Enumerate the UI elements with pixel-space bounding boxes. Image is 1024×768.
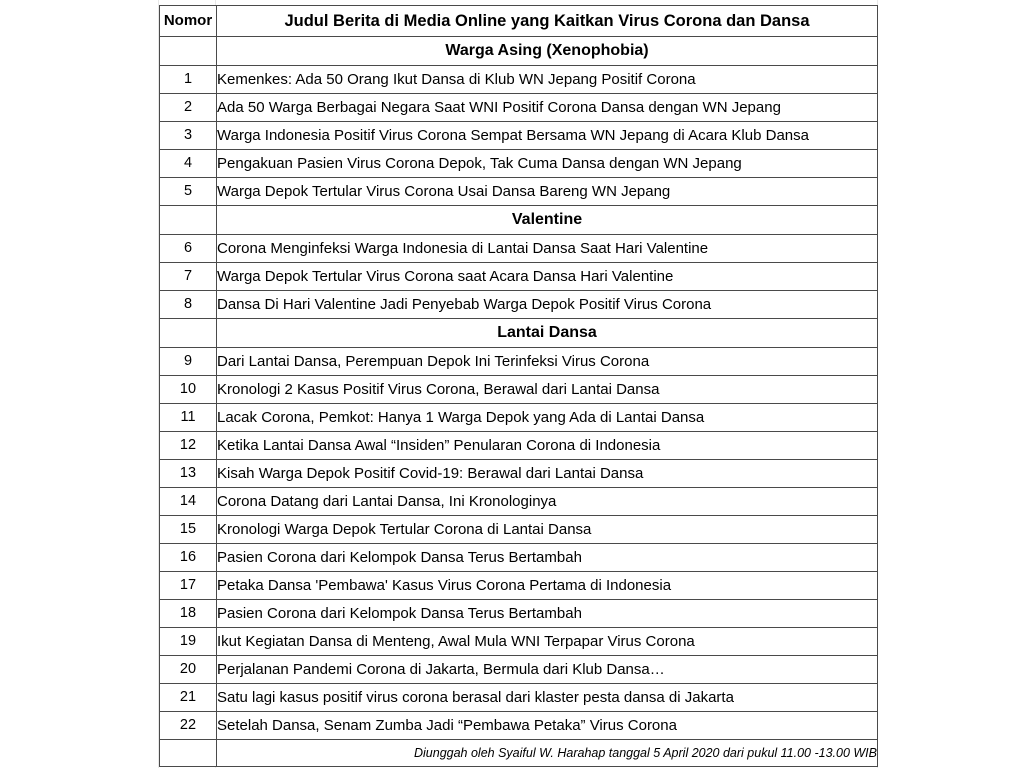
row-number-cell: 4 (160, 150, 217, 178)
row-number-cell: 6 (160, 235, 217, 263)
footer-note-cell: Diunggah oleh Syaiful W. Harahap tanggal 5 April 2020 dari pukul 11.00 -13.00 WIB (217, 740, 878, 767)
table-row (160, 291, 878, 319)
row-number-cell: 11 (160, 404, 217, 432)
table-row (160, 488, 878, 516)
row-number-cell: 9 (160, 348, 217, 376)
row-title-cell: Petaka Dansa 'Pembawa' Kasus Virus Corona Pertama di Indonesia (217, 572, 878, 600)
row-title-cell: Corona Datang dari Lantai Dansa, Ini Kronologinya (217, 488, 878, 516)
table-row (160, 712, 878, 740)
row-title-cell: Kronologi 2 Kasus Positif Virus Corona, Berawal dari Lantai Dansa (217, 376, 878, 404)
row-number-cell: 21 (160, 684, 217, 712)
table-row (160, 460, 878, 488)
row-title-cell: Kisah Warga Depok Positif Covid-19: Berawal dari Lantai Dansa (217, 460, 878, 488)
row-title-cell: Warga Depok Tertular Virus Corona saat Acara Dansa Hari Valentine (217, 263, 878, 291)
table-row (160, 150, 878, 178)
row-number-cell: 14 (160, 488, 217, 516)
row-number-cell: 18 (160, 600, 217, 628)
row-title-cell: Pasien Corona dari Kelompok Dansa Terus Bertambah (217, 544, 878, 572)
table-row (160, 544, 878, 572)
group-label-cell: Lantai Dansa (217, 319, 878, 348)
header-title-cell: Judul Berita di Media Online yang Kaitkan Virus Corona dan Dansa (217, 6, 878, 37)
row-title-cell: Setelah Dansa, Senam Zumba Jadi “Pembawa Petaka” Virus Corona (217, 712, 878, 740)
row-number-cell: 13 (160, 460, 217, 488)
table-row (160, 348, 878, 376)
row-number-cell: 8 (160, 291, 217, 319)
row-title-cell: Ada 50 Warga Berbagai Negara Saat WNI Positif Corona Dansa dengan WN Jepang (217, 94, 878, 122)
row-title-cell: Dari Lantai Dansa, Perempuan Depok Ini Terinfeksi Virus Corona (217, 348, 878, 376)
row-number-cell: 16 (160, 544, 217, 572)
table-row (160, 263, 878, 291)
row-title-cell: Warga Depok Tertular Virus Corona Usai Dansa Bareng WN Jepang (217, 178, 878, 206)
table-row (160, 122, 878, 150)
news-headline-table (159, 5, 878, 767)
group-number-blank-cell (160, 206, 217, 235)
table-row (160, 684, 878, 712)
row-number-cell: 12 (160, 432, 217, 460)
table-row (160, 572, 878, 600)
table-row (160, 66, 878, 94)
footer-row (160, 740, 878, 767)
table-row (160, 516, 878, 544)
group-number-blank-cell (160, 37, 217, 66)
group-label-cell: Valentine (217, 206, 878, 235)
row-title-cell: Ketika Lantai Dansa Awal “Insiden” Penularan Corona di Indonesia (217, 432, 878, 460)
table-row (160, 656, 878, 684)
row-number-cell: 20 (160, 656, 217, 684)
table-row (160, 235, 878, 263)
row-title-cell: Kemenkes: Ada 50 Orang Ikut Dansa di Klub WN Jepang Positif Corona (217, 66, 878, 94)
row-number-cell: 10 (160, 376, 217, 404)
group-header-row (160, 37, 878, 66)
row-number-cell: 22 (160, 712, 217, 740)
row-number-cell: 1 (160, 66, 217, 94)
table-row (160, 376, 878, 404)
row-title-cell: Dansa Di Hari Valentine Jadi Penyebab Warga Depok Positif Virus Corona (217, 291, 878, 319)
row-title-cell: Ikut Kegiatan Dansa di Menteng, Awal Mula WNI Terpapar Virus Corona (217, 628, 878, 656)
row-number-cell: 2 (160, 94, 217, 122)
row-number-cell: 17 (160, 572, 217, 600)
group-number-blank-cell (160, 319, 217, 348)
row-title-cell: Kronologi Warga Depok Tertular Corona di Lantai Dansa (217, 516, 878, 544)
row-number-cell: 5 (160, 178, 217, 206)
row-number-cell: 19 (160, 628, 217, 656)
footer-number-blank-cell (160, 740, 217, 767)
group-label-cell: Warga Asing (Xenophobia) (217, 37, 878, 66)
row-title-cell: Corona Menginfeksi Warga Indonesia di Lantai Dansa Saat Hari Valentine (217, 235, 878, 263)
table-row (160, 404, 878, 432)
table-row (160, 94, 878, 122)
row-title-cell: Pengakuan Pasien Virus Corona Depok, Tak Cuma Dansa dengan WN Jepang (217, 150, 878, 178)
table-row (160, 600, 878, 628)
row-number-cell: 7 (160, 263, 217, 291)
row-title-cell: Satu lagi kasus positif virus corona berasal dari klaster pesta dansa di Jakarta (217, 684, 878, 712)
table-header-row (160, 6, 878, 37)
row-number-cell: 15 (160, 516, 217, 544)
group-header-row (160, 206, 878, 235)
row-title-cell: Perjalanan Pandemi Corona di Jakarta, Bermula dari Klub Dansa… (217, 656, 878, 684)
row-title-cell: Warga Indonesia Positif Virus Corona Sempat Bersama WN Jepang di Acara Klub Dansa (217, 122, 878, 150)
row-number-cell: 3 (160, 122, 217, 150)
header-number-cell: Nomor (160, 6, 217, 37)
table-row (160, 178, 878, 206)
table-row (160, 432, 878, 460)
table-row (160, 628, 878, 656)
row-title-cell: Pasien Corona dari Kelompok Dansa Terus Bertambah (217, 600, 878, 628)
group-header-row (160, 319, 878, 348)
row-title-cell: Lacak Corona, Pemkot: Hanya 1 Warga Depok yang Ada di Lantai Dansa (217, 404, 878, 432)
